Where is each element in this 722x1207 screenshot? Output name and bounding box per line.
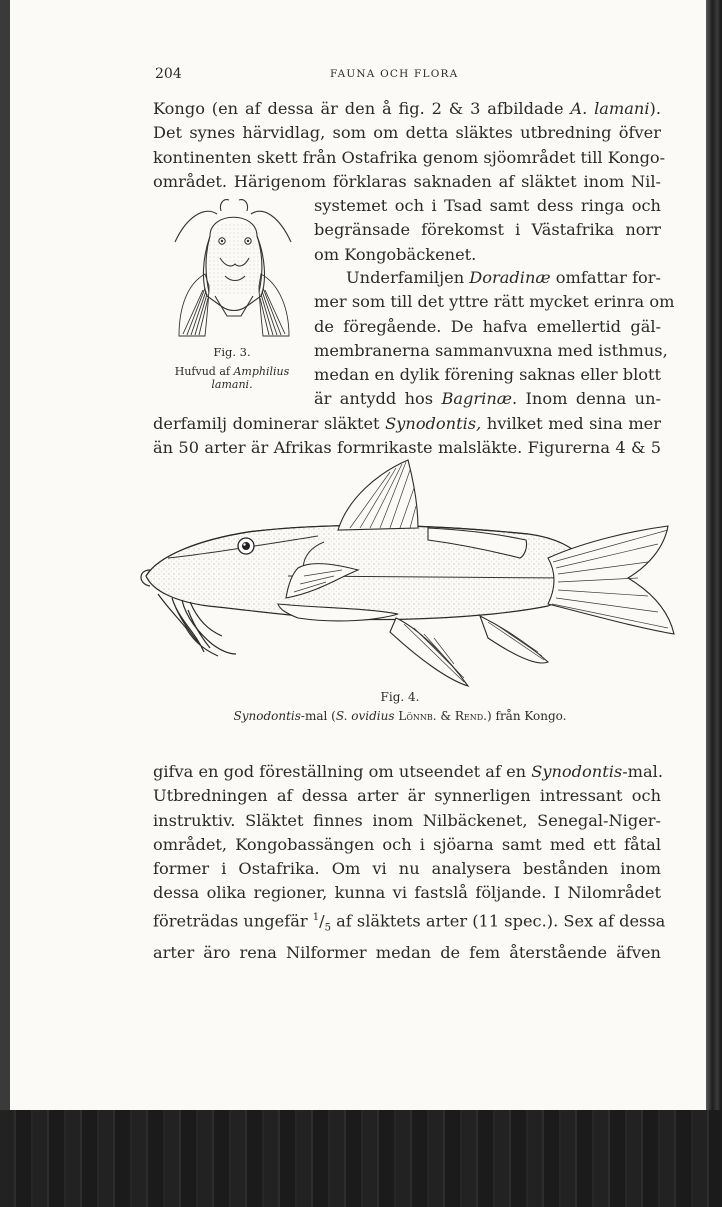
text-line: instruktiv. Släktet finnes inom Nilbäckenet, Senegal-Niger-	[153, 810, 661, 830]
text-line: området. Härigenom förklaras saknaden af släktet inom Nil-	[153, 171, 661, 191]
text-line: kontinenten skett från Ostafrika genom sjöområdet till Kongo-	[153, 147, 666, 167]
text-line: om Kongobäckenet.	[314, 244, 477, 264]
paragraph-2-wrapped	[314, 266, 675, 412]
text-line: Utbredningen af dessa arter är synnerligen intressant och	[153, 786, 661, 806]
text-line: de föregående. De hafva emellertid gäl-	[314, 316, 661, 336]
text-line: membranerna sammanvuxna med isthmus,	[314, 340, 668, 360]
running-head: FAUNA OCH FLORA	[330, 68, 459, 80]
figure-3-caption: Hufvud af Amphilius lamani.	[174, 365, 290, 391]
text-line: arter äro rena Nilformer medan de fem återstående äfven	[153, 942, 661, 962]
text-line: företrädas ungefär $^1/_5$ af släktets arter (11 spec.). Sex af dessa	[153, 911, 666, 934]
figure-4-label: Fig. 4.	[380, 690, 420, 704]
scan-edge-left	[0, 0, 10, 1110]
text-line: Underfamiljen Doradinæ omfattar for-	[346, 268, 662, 287]
text-line: medan en dylik förening saknas eller blott	[314, 365, 662, 385]
text-line: området, Kongobassängen och i sjöarna samt med ett fåtal	[153, 834, 661, 854]
text-line: Kongo (en af dessa är den å fig. 2 & 3 afbildade A. lamani).	[153, 99, 661, 118]
paragraph-2-full-width	[153, 412, 661, 461]
text-line: derfamilj dominerar släktet Synodontis, hvilket med sina mer	[153, 414, 661, 433]
text-line: Det synes härvidlag, som om detta släktes utbredning öfver	[153, 123, 661, 143]
text-line: är antydd hos Bagrinæ. Inom denna un-	[314, 389, 661, 409]
scan-edge-right	[706, 0, 722, 1110]
paragraph-1-wrapped	[314, 194, 661, 267]
figure-3-label: Fig. 3.	[213, 345, 251, 359]
text-line: dessa olika regioner, kunna vi fastslå följande. I Nilområdet	[153, 883, 661, 903]
figure-4-caption: Synodontis-mal (S. ovidius Lönnb. & Rend.) från Kongo.	[233, 709, 567, 723]
figure-4-illustration	[128, 458, 676, 690]
paragraph-1-full-width	[153, 97, 666, 194]
book-page	[10, 0, 706, 1110]
text-line: begränsade förekomst i Västafrika norr	[314, 220, 661, 240]
text-line: former i Ostafrika. Om vi nu analysera bestånden inom	[153, 859, 661, 879]
paragraph-3	[153, 760, 666, 965]
text-line: gifva en god föreställning om utseendet af en Synodontis-mal.	[153, 762, 663, 781]
scanner-bed	[0, 1110, 722, 1207]
text-line: mer som till det yttre rätt mycket erinra om	[314, 292, 675, 312]
page-number: 204	[155, 66, 182, 82]
text-line: systemet och i Tsad samt dess ringa och	[314, 196, 661, 215]
figure-3-illustration	[165, 196, 303, 346]
text-line: än 50 arter är Afrikas formrikaste malsläkte. Figurerna 4 & 5	[153, 438, 661, 458]
